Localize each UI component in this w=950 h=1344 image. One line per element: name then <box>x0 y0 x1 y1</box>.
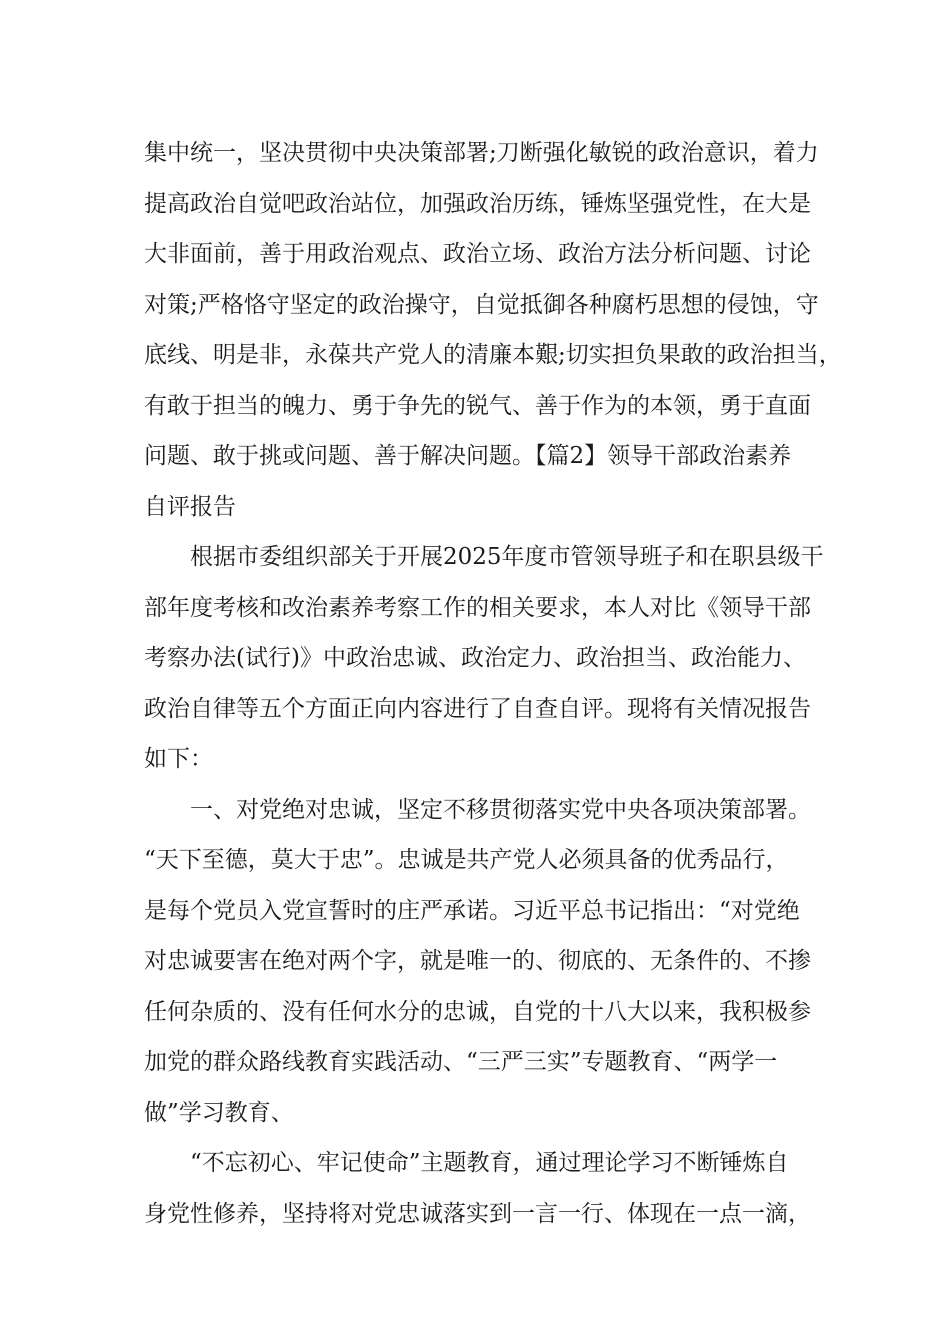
text-line: 部年度考核和改治素养考察工作的相关要求，本人对比《领导干部 <box>144 594 811 621</box>
text-line: 任何杂质的、没有任何水分的忠诚，自党的十八大以来，我积极参 <box>144 998 811 1025</box>
text-line: 一、对党绝对忠诚，坚定不移贯彻落实党中央各项决策部署。 <box>190 796 811 823</box>
text-line: 自评报告 <box>144 493 236 520</box>
document-body <box>144 128 842 1239</box>
text-line: 有敢于担当的魄力、勇于争先的锐气、善于作为的本领，勇于直面 <box>144 392 811 419</box>
text-line: 考察办法(试行)》中政治忠诚、政治定力、政治担当、政治能力、 <box>144 645 806 671</box>
text-line: 底线、明是非，永葆共产党人的清廉本艱;切实担负果敢的政治担当， <box>144 342 842 368</box>
text-line: 对策;严格恪守坚定的政治操守，自觉抵御各种腐朽思想的侵蚀，守 <box>144 291 819 318</box>
text-line: 问题、敢于挑或问题、善于解决问题。【篇2】领导干部政治素养 <box>144 443 792 469</box>
text-line: 身党性修养，坚持将对党忠诚落实到一言一行、体现在一点一滴， <box>144 1200 811 1227</box>
text-line: 集中统一，坚决贯彻中央决策部署;刀断强化敏锐的政治意识，着力 <box>144 140 819 166</box>
text-line: 提高政治自觉吧政治站位，加强政治历练，锤炼坚强党性，在大是 <box>144 190 811 217</box>
text-line: 如下： <box>144 746 213 772</box>
text-line: 大非面前，善于用政治观点、政治立场、政治方法分析问题、讨论 <box>144 241 811 267</box>
text-line: 对忠诚要害在绝对两个字，就是唯一的、彻底的、无条件的、不掺 <box>144 948 811 974</box>
text-line: 是每个党员入党宣誓时的庄严承诺。习近平总书记指出：“对党绝 <box>144 897 800 924</box>
text-line: 根据市委组织部关于开展2025年度市管领导班子和在职县级干 <box>190 544 824 570</box>
text-line: 做”学习教育、 <box>144 1099 294 1126</box>
text-line: 政治自律等五个方面正向内容进行了自查自评。现将有关情况报告 <box>144 695 811 722</box>
text-line: “天下至德，莫大于忠”。忠诚是共产党人必须具备的优秀品行， <box>144 847 789 873</box>
text-line: “不忘初心、牢记使命”主题教育，通过理论学习不断锤炼自 <box>190 1150 789 1176</box>
text-line: 加党的群众路线教育实践活动、“三严三实”专题教育、“两学一 <box>144 1049 778 1075</box>
